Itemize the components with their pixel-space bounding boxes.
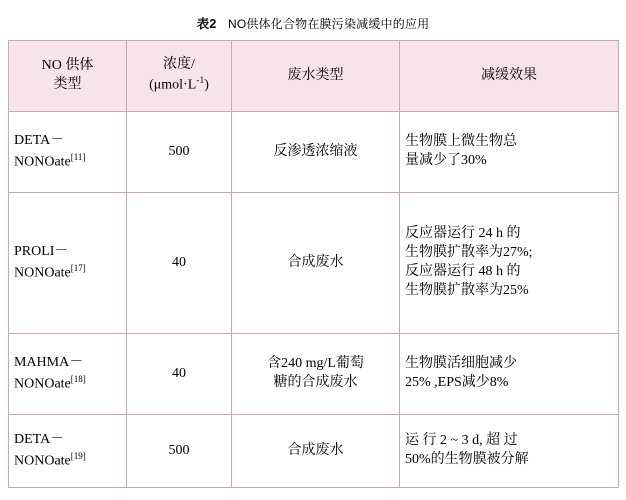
header-row — [9, 41, 619, 112]
header-conc-unit-pre: (μmol·L — [149, 77, 197, 93]
effect-line: 反应器运行 24 h 的 — [405, 226, 521, 242]
table-header — [9, 41, 619, 112]
header-cell-mitigation-effect: 减缓效果 — [400, 41, 619, 112]
donor-line1: MAHMA－ — [14, 354, 84, 370]
header-conc-unit-post: ) — [204, 77, 209, 93]
header-conc-unit-sup: -1 — [196, 76, 205, 87]
cell-wastewater-type: 合成废水 — [232, 415, 400, 488]
cell-donor-type — [9, 193, 127, 334]
donor-line2 — [14, 262, 121, 284]
donor-name: NONOate — [14, 453, 71, 469]
header-conc-line1: 浓度/ — [163, 57, 195, 73]
cell-donor-type — [9, 415, 127, 488]
effect-line: 50%的生物膜被分解 — [405, 452, 529, 467]
cell-concentration: 40 — [127, 334, 232, 415]
effect-line: 生物膜活细胞减少 — [405, 356, 517, 372]
header-conc-line2 — [132, 75, 226, 96]
donor-line1: PROLI－ — [14, 243, 69, 259]
cell-donor-type — [9, 334, 127, 415]
donor-reference: [19] — [70, 450, 86, 461]
cell-wastewater-type — [232, 334, 400, 415]
donor-name: NONOate — [14, 376, 71, 392]
effect-line: 生物膜扩散率为27%; — [405, 245, 533, 261]
effect-line: 运 行 2 ~ 3 d, 超 过 — [405, 433, 518, 449]
table-row — [9, 193, 619, 334]
header-cell-wastewater-type: 废水类型 — [232, 41, 400, 112]
effect-line: 反应器运行 48 h 的 — [405, 264, 521, 279]
cell-mitigation-effect — [400, 334, 619, 415]
table-row — [9, 112, 619, 193]
header-donor-line1: NO 供体 — [41, 58, 94, 74]
cell-wastewater-type: 合成废水 — [232, 193, 400, 334]
donor-line2 — [14, 450, 121, 472]
effect-line: 量减少了30% — [405, 153, 487, 168]
cell-mitigation-effect — [400, 415, 619, 488]
donor-reference: [11] — [70, 151, 86, 162]
cell-mitigation-effect — [400, 112, 619, 193]
donor-name: NONOate — [14, 154, 71, 170]
effect-line: 生物膜上微生物总 — [405, 134, 517, 150]
donor-reference: [18] — [70, 373, 86, 384]
donor-line2 — [14, 373, 121, 395]
table-row — [9, 334, 619, 415]
header-cell-concentration — [127, 41, 232, 112]
donor-name: NONOate — [14, 265, 71, 281]
table-row — [9, 415, 619, 488]
table-body — [9, 112, 619, 488]
cell-wastewater-type: 反渗透浓缩液 — [232, 112, 400, 193]
wastewater-line: 糖的合成废水 — [273, 375, 358, 390]
caption-label: 表2 — [196, 17, 217, 31]
cell-concentration: 500 — [127, 415, 232, 488]
donor-line1: DETA－ — [14, 132, 65, 148]
table-caption — [8, 14, 618, 32]
cell-mitigation-effect — [400, 193, 619, 334]
donor-line1: DETA－ — [14, 431, 65, 447]
effect-line: 生物膜扩散率为25% — [405, 282, 529, 298]
wastewater-line: 含240 mg/L葡萄 — [267, 356, 364, 372]
cell-concentration: 500 — [127, 112, 232, 193]
header-cell-donor-type — [9, 41, 127, 112]
effect-line: 25% ,EPS减少8% — [405, 375, 509, 390]
cell-donor-type — [9, 112, 127, 193]
caption-text: NO供体化合物在膜污染减缓中的应用 — [227, 17, 430, 31]
donor-reference: [17] — [70, 262, 86, 273]
donor-line2 — [14, 151, 121, 173]
cell-concentration: 40 — [127, 193, 232, 334]
no-donor-table — [8, 40, 619, 488]
header-donor-line2: 类型 — [53, 77, 82, 92]
